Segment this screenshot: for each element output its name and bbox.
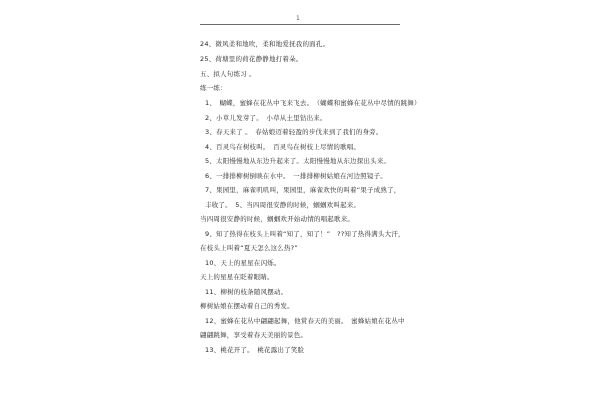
text-line: 2、小草儿发芽了。 小草从土里钻出来。 bbox=[205, 114, 327, 122]
text-line: 5、太阳慢慢地从东边升起来了。太阳慢慢地从东边探出头来。 bbox=[205, 157, 391, 165]
text-line: 4、百灵鸟在树枝叫。 百灵鸟在树枝上尽情的歌唱。 bbox=[205, 143, 361, 151]
text-line: 25、荷塘里的荷花静静地打着朵。 bbox=[200, 55, 303, 63]
text-line: 丰收了。 5、当四周很安静的时候，蝈蝈欢叫起来。 bbox=[205, 201, 361, 209]
text-line: 在枝头上叫着“夏天怎么这么热?” bbox=[200, 244, 298, 252]
text-line: 当四周很安静的时候，蝈蝈欢开始动情的唱起歌来。 bbox=[200, 215, 355, 223]
text-line: 24、微风柔和地吹，柔和地爱抚我的面孔。 bbox=[200, 40, 330, 48]
text-line: 9、知了热得在枝头上叫着“知了，知了！” ??知了热得满头大汗， bbox=[205, 230, 405, 238]
exercise-heading: 练一练： bbox=[200, 84, 227, 92]
text-line: 天上的星星在眨着眼睛。 bbox=[200, 273, 274, 281]
header-divider bbox=[200, 24, 400, 25]
text-line: 6、一排排柳树倒映在水中。 一排排柳树姑娘在河边照镜子。 bbox=[205, 172, 387, 180]
text-line: 7、果园里，麻雀叽叽叫，果园里，麻雀欢快的叫着“果子成熟了， bbox=[205, 186, 401, 194]
section-heading: 五、拟人句练习 。 bbox=[200, 70, 256, 78]
text-line: 1、 蝴蝶，蜜蜂在花丛中飞来飞去。 （蝴蝶和蜜蜂在花丛中尽情的跳舞） bbox=[205, 99, 421, 107]
text-line: 12、蜜蜂在花丛中翩翩起舞，他赏春天的美丽。 蜜蜂姑娘在花丛中 bbox=[205, 317, 405, 325]
text-line: 13、桃花开了。 桃花露出了笑脸 bbox=[205, 346, 305, 354]
text-line: 10、天上的星星在闪烁。 bbox=[205, 259, 281, 267]
page-number: 1 bbox=[296, 15, 300, 22]
text-line: 11、柳树的枝条随风摆动。 bbox=[205, 288, 288, 296]
text-line: 3、春天来了 。 春姑娘迈着轻盈的步伐来到了我们的身旁。 bbox=[205, 128, 383, 136]
text-line: 翩翩跳舞，享受着春天美丽的景色。 bbox=[200, 331, 308, 339]
text-line: 柳树姑娘在摆动着自己的秀发。 bbox=[200, 302, 294, 310]
